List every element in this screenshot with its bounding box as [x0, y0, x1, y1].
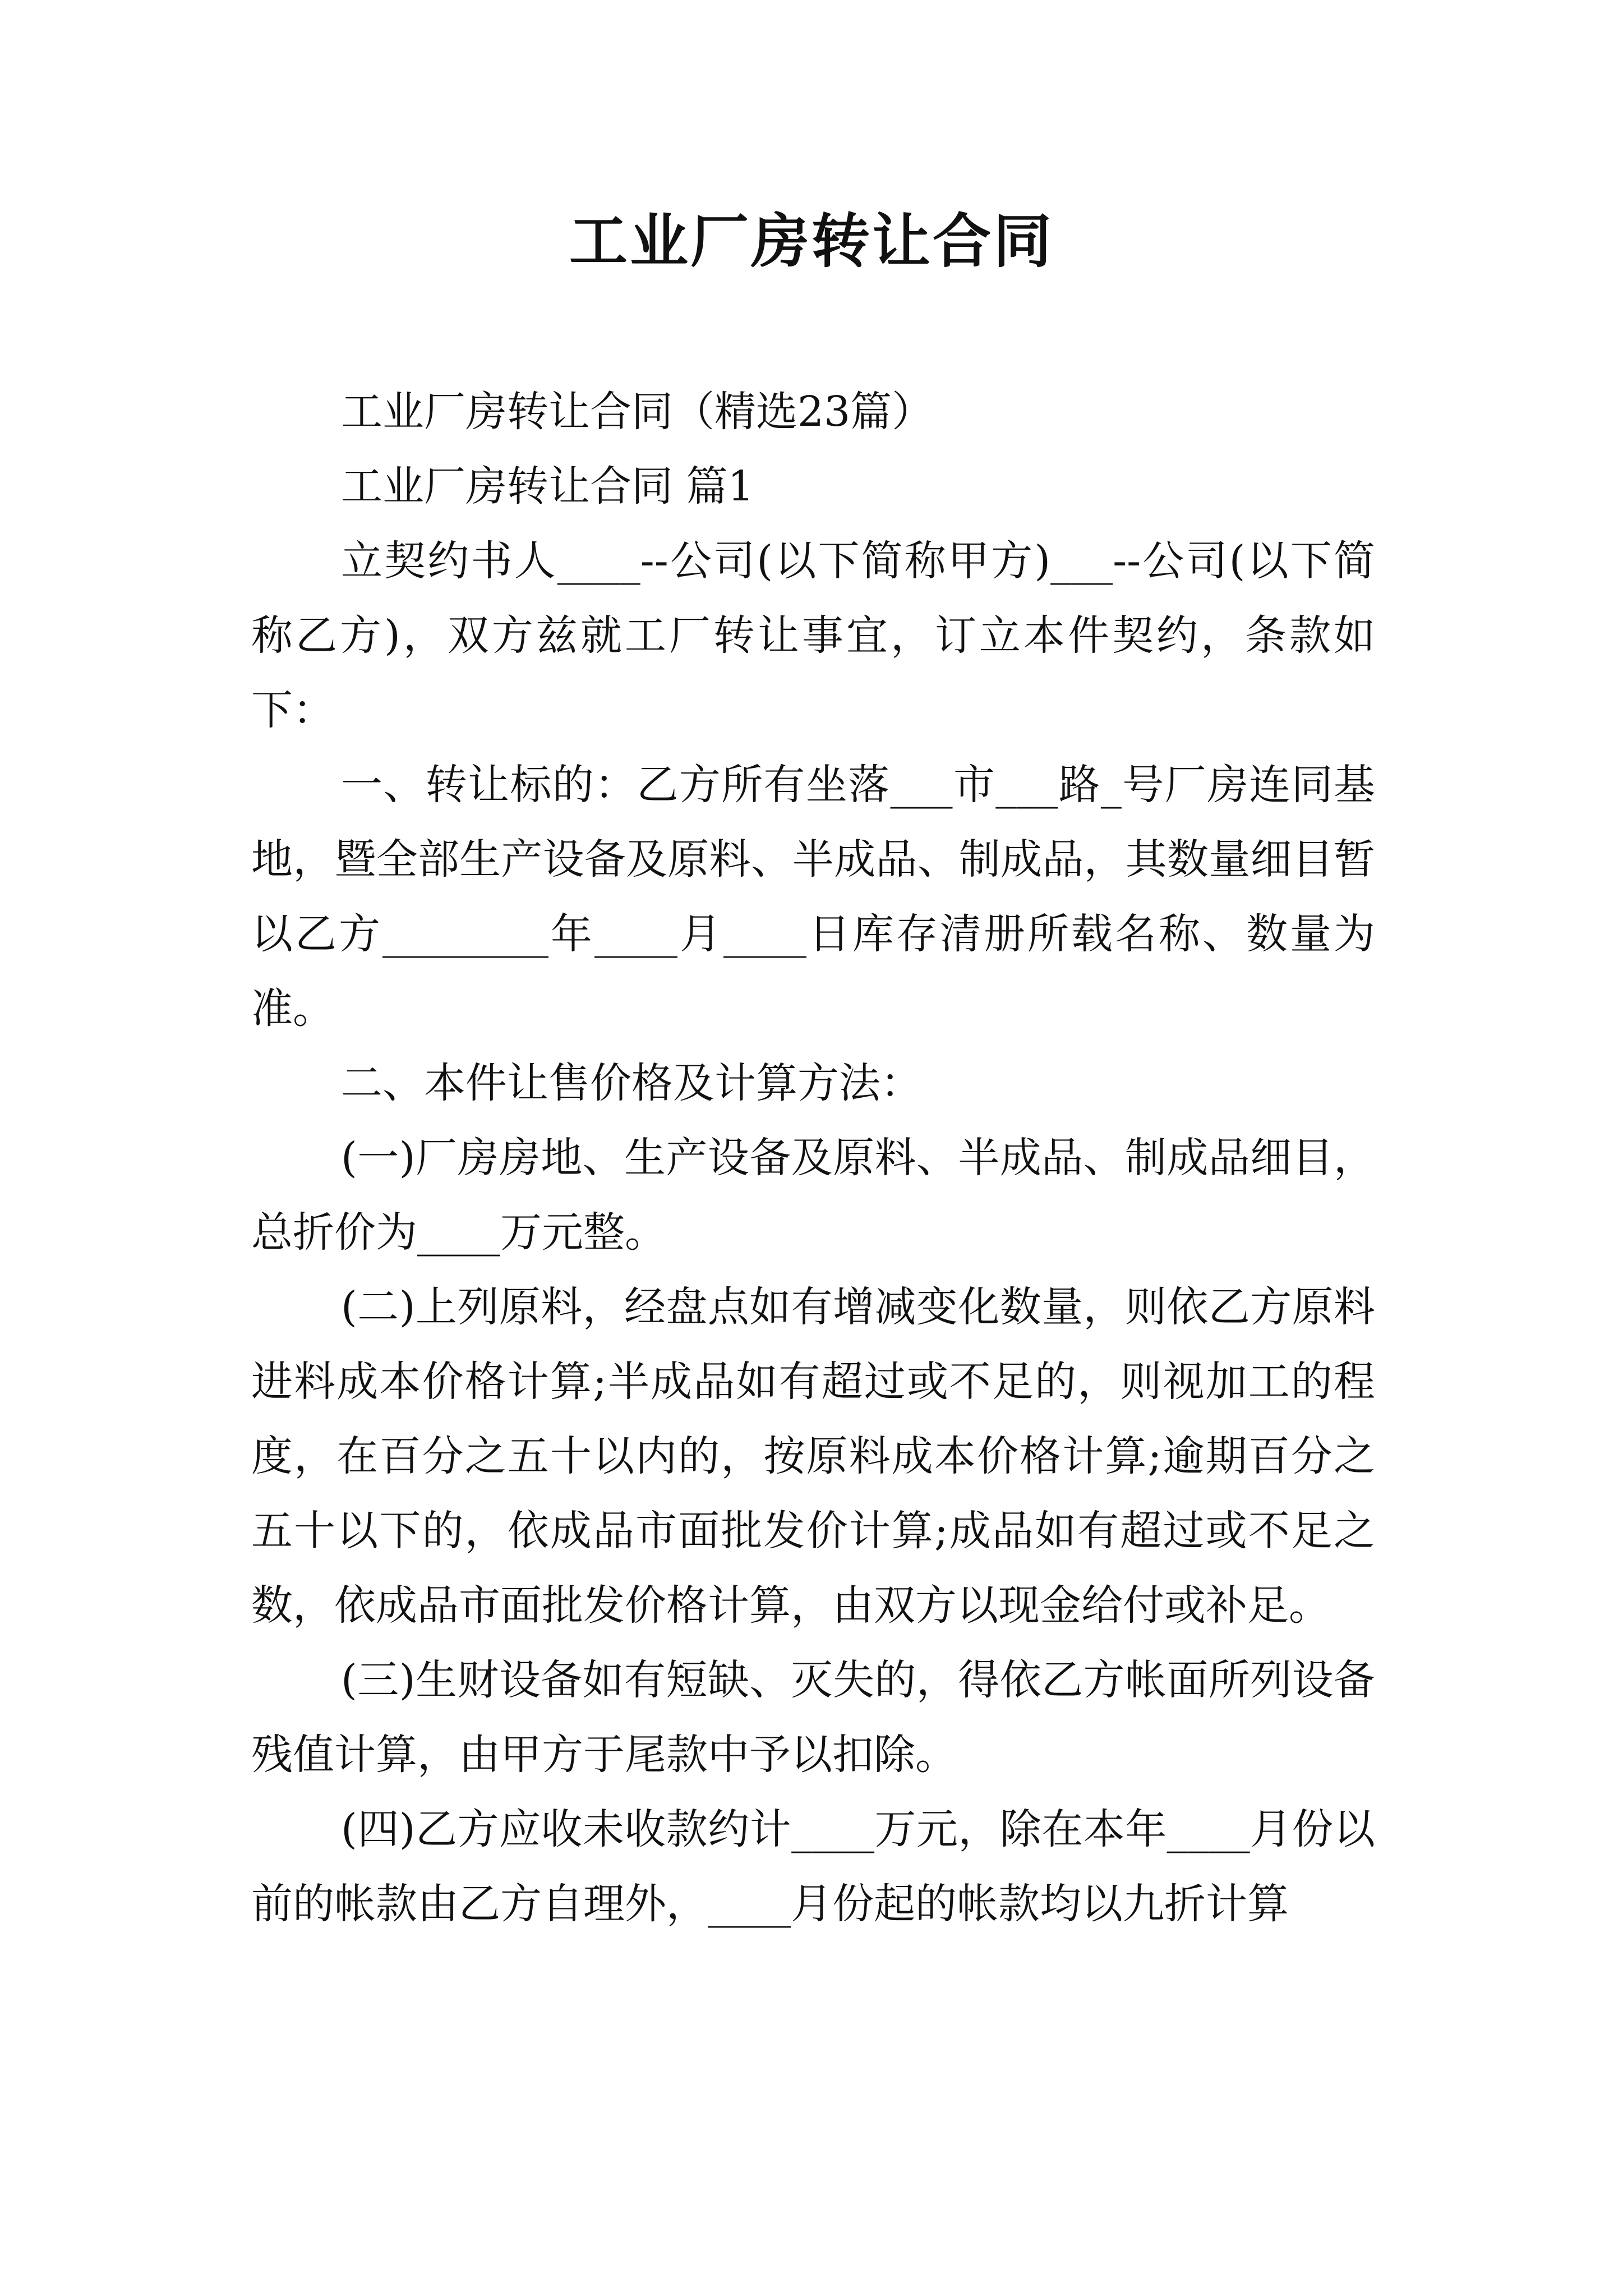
paragraph-clause-2-4: (四)乙方应收未收款约计____万元，除在本年____月份以前的帐款由乙方自理外，____月份起的帐款均以九折计算	[251, 1805, 1375, 1928]
document-body	[251, 375, 1375, 1941]
paragraph-clause-2: 二、本件让售价格及计算方法：	[341, 1059, 922, 1107]
paragraph-parties: 立契约书人____--公司(以下简称甲方)___--公司(以下简称乙方)，双方兹就工厂转让事宜，订立本件契约，条款如下：	[251, 537, 1375, 734]
paragraph-clause-1: 一、转让标的：乙方所有坐落___市___路_号厂房连同基地，暨全部生产设备及原料、半成品、制成品，其数量细目暂以乙方________年____月____日库存清册所载名称、数量为准。	[251, 761, 1375, 1033]
paragraph-clause-2-3: (三)生财设备如有短缺、灭失的，得依乙方帐面所列设备残值计算，由甲方于尾款中予以扣除。	[251, 1656, 1375, 1779]
paragraph-clause-2-1: (一)厂房房地、生产设备及原料、半成品、制成品细目，总折价为____万元整。	[251, 1134, 1375, 1257]
paragraph-subtitle: 工业厂房转让合同（精选23篇）	[341, 388, 934, 436]
document-title: 工业厂房转让合同	[569, 206, 1054, 275]
paragraph-clause-2-2: (二)上列原料，经盘点如有增减变化数量，则依乙方原料进料成本价格计算;半成品如有超过或不足的，则视加工的程度，在百分之五十以内的，按原料成本价格计算;逾期百分之五十以下的，依成品市面批发价计算;成品如有超过或不足之数，依成品市面批发价格计算，由双方以现金给付或补足。	[251, 1283, 1375, 1630]
paragraph-section-heading: 工业厂房转让合同 篇1	[341, 462, 754, 510]
